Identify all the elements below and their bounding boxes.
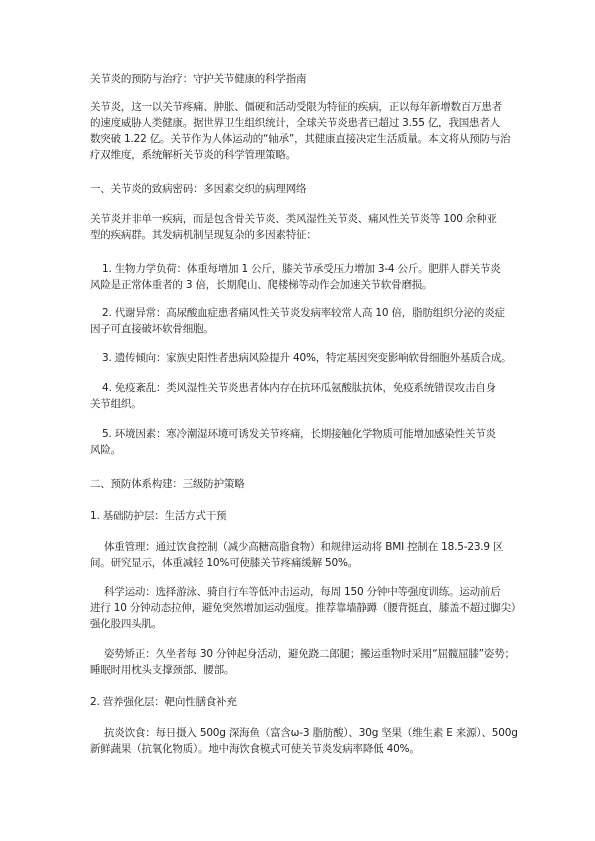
section2-heading: 二、预防体系构建：三级防护策略 <box>90 478 245 490</box>
diet-line: 抗炎饮食：每日摄入 500g 深海鱼（富含ω-3 脂肪酸）、30g 坚果（维生素 E 来源）、500g <box>104 727 518 739</box>
list-item-metabolism: 2. 代谢异常：高尿酸血症患者痛风性关节炎发病率较常人高 10 倍，脂肪组织分泌的炎症 <box>102 307 505 319</box>
weight-management-line: 间。研究显示，体重减轻 10%可使膝关节疼痛缓解 50%。 <box>90 557 359 569</box>
list-item-biomechanics: 1. 生物力学负荷：体重每增加 1 公斤，膝关节承受压力增加 3-4 公斤。肥胖人群关节炎 <box>102 263 501 275</box>
posture-line: 姿势矫正：久坐者每 30 分钟起身活动，避免跷二郎腿；搬运重物时采用“屈髋屈膝”姿势； <box>104 648 515 660</box>
subsection-nutrition-heading: 2. 营养强化层：靶向性膳食补充 <box>90 696 237 708</box>
list-item-metabolism-cont: 因子可直接破坏软骨细胞。 <box>90 323 214 335</box>
subsection-basic-protection-heading: 1. 基础防护层：生活方式干预 <box>90 510 227 522</box>
section1-intro-line: 型的疾病群。其发病机制呈现复杂的多因素特征： <box>90 229 317 241</box>
diet-line: 新鲜蔬果（抗氧化物质）。地中海饮食模式可使关节炎发病率降低 40%。 <box>90 743 420 755</box>
list-item-environment: 5. 环境因素：寒冷潮湿环境可诱发关节疼痛，长期接触化学物质可能增加感染性关节炎 <box>102 428 496 440</box>
posture-line: 睡眠时用枕头支撑颈部、腰部。 <box>90 664 235 676</box>
list-item-environment-cont: 风险。 <box>90 444 121 456</box>
list-item-immunity-cont: 关节组织。 <box>90 398 142 410</box>
exercise-line: 进行 10 分钟动态拉伸，避免突然增加运动强度。推荐靠墙静蹲（腰背挺直，膝盖不超过脚尖） <box>90 602 522 614</box>
list-item-genetics: 3. 遗传倾向：家族史阳性者患病风险提升 40%，特定基因突变影响软骨细胞外基质合成。 <box>102 352 512 364</box>
list-item-biomechanics-cont: 风险是正常体重者的 3 倍，长期爬山、爬楼梯等动作会加速关节软骨磨损。 <box>90 279 433 291</box>
document-title: 关节炎的预防与治疗：守护关节健康的科学指南 <box>90 73 307 85</box>
intro-paragraph-line: 的速度威胁人类健康。据世界卫生组织统计，全球关节炎患者已超过 3.55 亿，我国患者人 <box>90 117 500 129</box>
intro-paragraph-line: 关节炎，这一以关节疼痛、肿胀、僵硬和活动受限为特征的疾病，正以每年新增数百万患者 <box>90 101 502 113</box>
list-item-immunity: 4. 免疫紊乱：类风湿性关节炎患者体内存在抗环瓜氨酸肽抗体，免疫系统错误攻击自身 <box>102 382 496 394</box>
weight-management-line: 体重管理：通过饮食控制（减少高糖高脂食物）和规律运动将 BMI 控制在 18.5-23.9 区 <box>104 541 504 553</box>
section1-intro-line: 关节炎并非单一疾病，而是包含骨关节炎、类风湿性关节炎、痛风性关节炎等 100 余种亚 <box>90 213 497 225</box>
intro-paragraph-line: 疗双维度，系统解析关节炎的科学管理策略。 <box>90 149 296 161</box>
exercise-line: 科学运动：选择游泳、骑自行车等低冲击运动，每周 150 分钟中等强度训练。运动前后 <box>104 586 501 598</box>
section1-heading: 一、关节炎的致病密码：多因素交织的病理网络 <box>90 183 307 195</box>
exercise-line: 强化股四头肌。 <box>90 618 163 630</box>
intro-paragraph-line: 数突破 1.22 亿。关节作为人体运动的“轴承”，其健康直接决定生活质量。本文将从预防与治 <box>90 133 511 145</box>
